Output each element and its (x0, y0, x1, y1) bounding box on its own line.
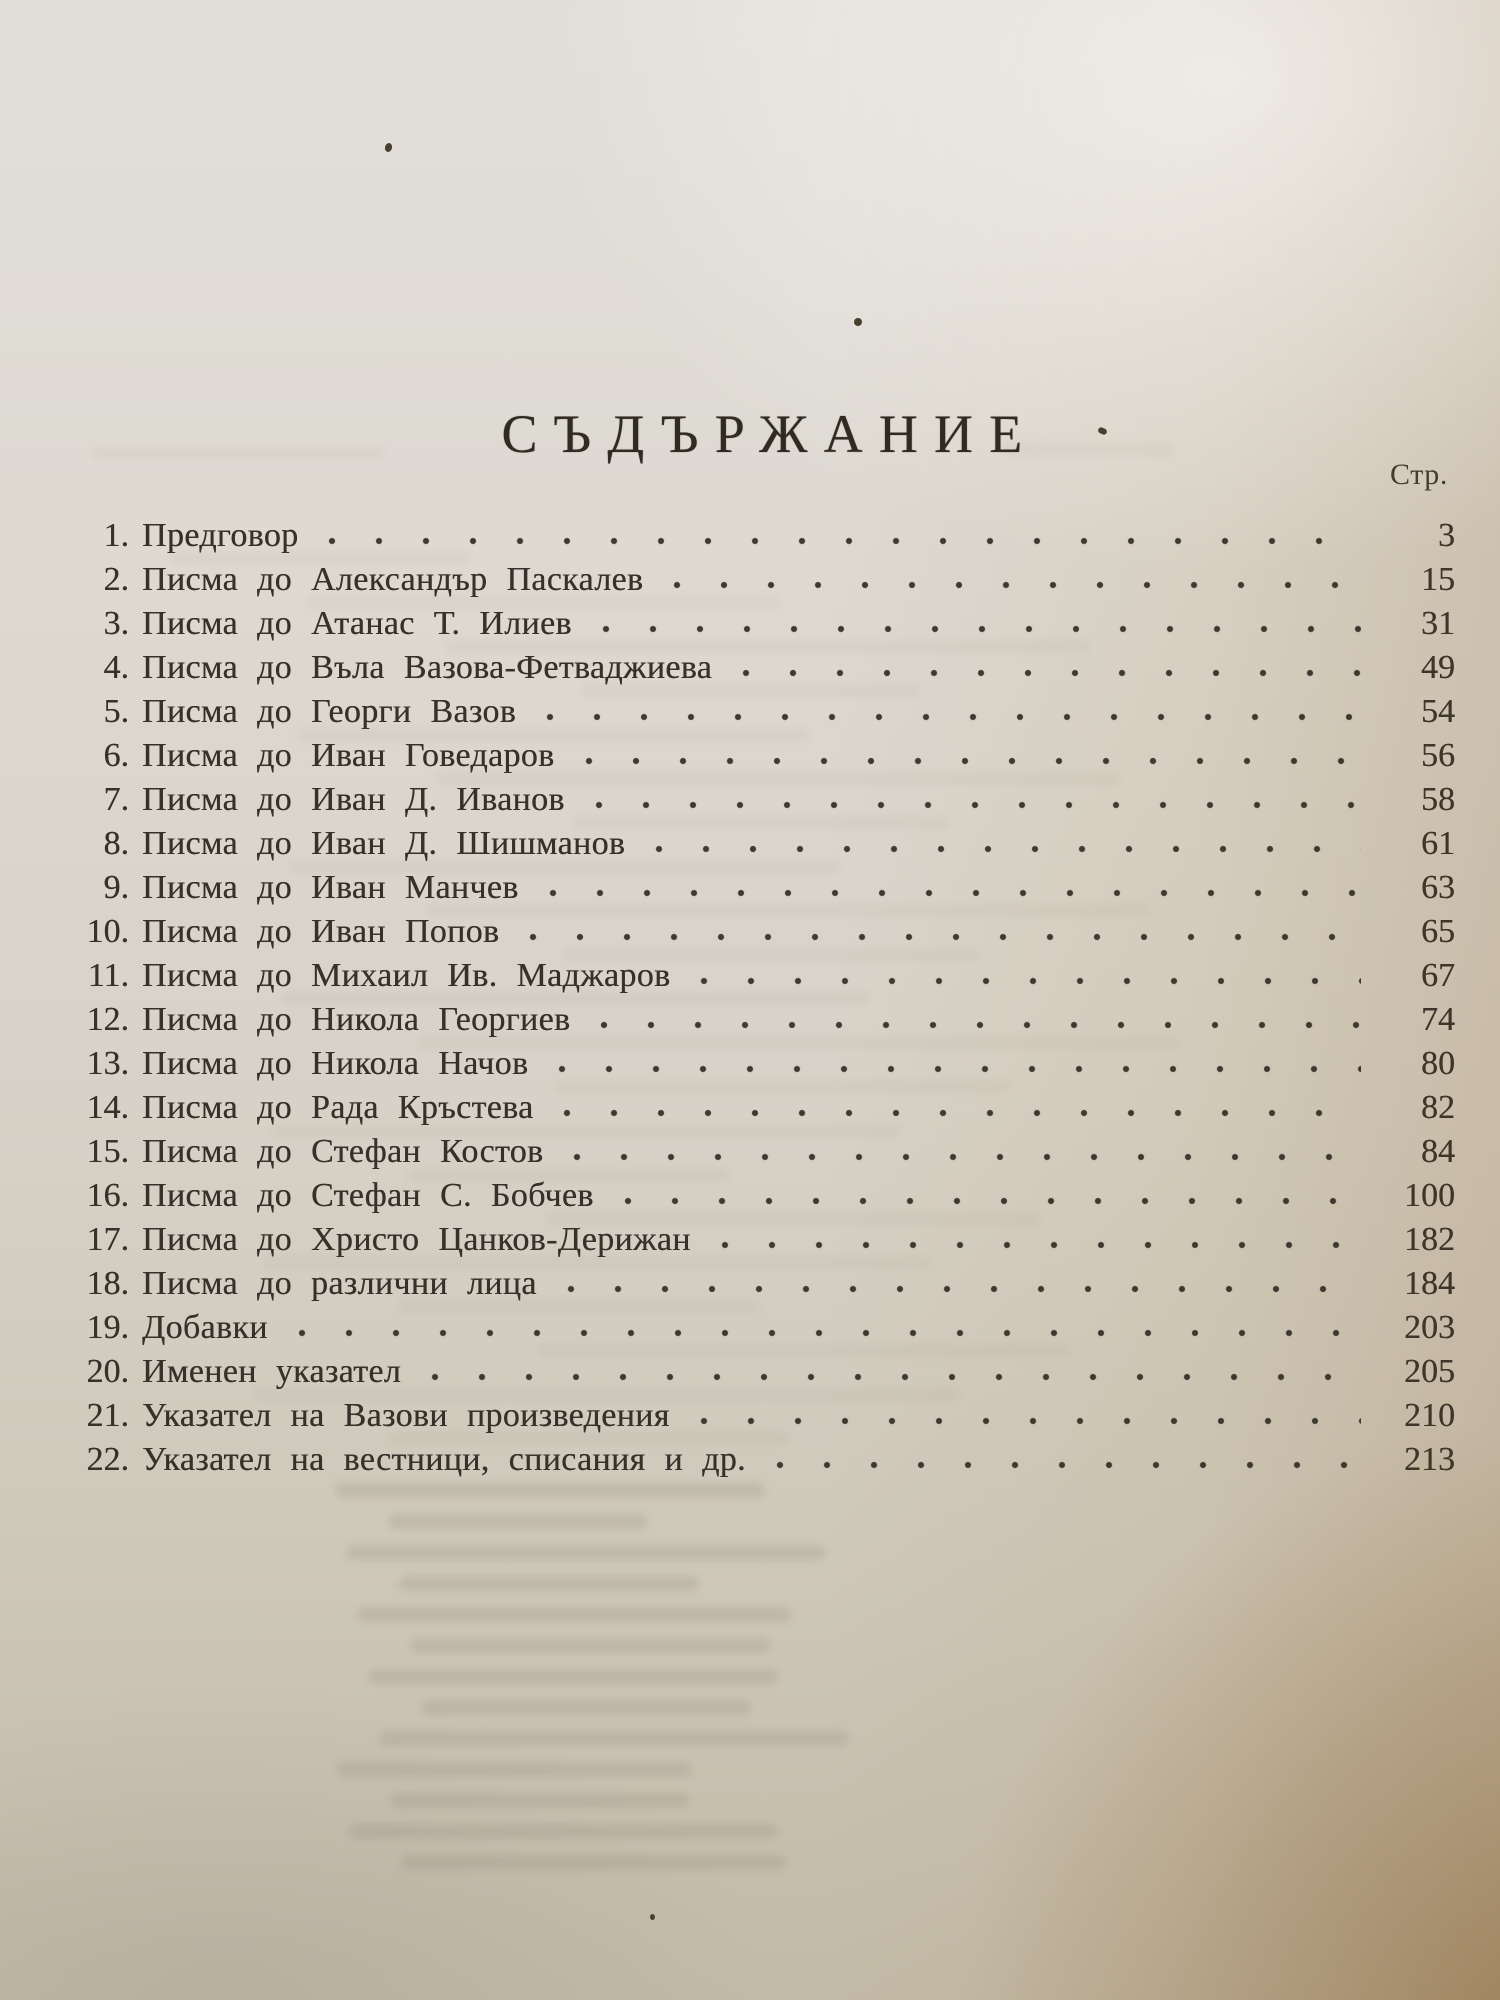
dot-leader (738, 663, 1361, 678)
toc-entry-page: 74 (1421, 1001, 1455, 1038)
toc-entry-page: 182 (1404, 1221, 1455, 1258)
toc-entry-page: 210 (1404, 1397, 1455, 1434)
bleedthrough-line (348, 1824, 778, 1839)
toc-entry-page: 63 (1421, 869, 1455, 906)
toc-entry-number: 11. (87, 957, 129, 994)
toc-entry-title: Писма до Михаил Ив. Маджаров (142, 957, 671, 994)
dot-leader (598, 619, 1361, 634)
toc-entry-number: 18. (86, 1265, 129, 1302)
toc-entry (64, 734, 1455, 778)
toc-entry (64, 954, 1455, 998)
dot-leader (717, 1235, 1361, 1250)
toc-entry (64, 1042, 1455, 1086)
toc-entry-title: Добавки (142, 1309, 268, 1346)
bleedthrough-line (335, 1483, 765, 1498)
dot-leader (591, 795, 1361, 810)
dot-leader (324, 531, 1361, 546)
toc-entry-page: 80 (1421, 1045, 1455, 1082)
dot-leader (669, 575, 1361, 590)
dot-leader (563, 1279, 1361, 1294)
bleedthrough-line (421, 1700, 751, 1715)
toc-entry-title: Писма до Рада Кръстева (142, 1089, 534, 1126)
toc-entry (64, 1086, 1455, 1130)
toc-entry (64, 1306, 1455, 1350)
paper-speck (384, 142, 393, 152)
toc-entry-number: 12. (86, 1001, 129, 1038)
bleedthrough-line (388, 1514, 648, 1529)
dot-leader (559, 1103, 1361, 1118)
toc-entry-number: 9. (103, 869, 129, 906)
toc-entry-page: 67 (1421, 957, 1455, 994)
toc-entry-number: 4. (103, 649, 129, 686)
toc-entry-title: Именен указател (142, 1353, 402, 1390)
toc-entry-title: Писма до Стефан С. Бобчев (142, 1177, 594, 1214)
toc-entry-number: 17. (86, 1221, 129, 1258)
dot-leader (545, 883, 1361, 898)
toc-entry-title: Предговор (142, 517, 299, 554)
toc-entry-number: 10. (86, 913, 129, 950)
toc-entry (64, 1218, 1455, 1262)
dot-leader (554, 1059, 1361, 1074)
paper-speck (854, 318, 862, 326)
toc-entry-number: 19. (86, 1309, 129, 1346)
toc-entry (64, 1174, 1455, 1218)
dot-leader (542, 707, 1361, 722)
paper-speck (650, 1914, 655, 1920)
toc-entry-title: Писма до Христо Цанков-Дерижан (142, 1221, 691, 1258)
toc-entry-title: Писма до различни лица (142, 1265, 537, 1302)
toc-entry-title: Писма до Александър Паскалев (142, 561, 644, 598)
toc-entry (64, 558, 1455, 602)
page-title: СЪДЪРЖАНИЕ (501, 404, 1039, 464)
toc-entry (64, 866, 1455, 910)
toc-entry-number: 15. (86, 1133, 129, 1170)
toc-entry-number: 8. (103, 825, 129, 862)
bleedthrough-line (357, 1607, 792, 1622)
toc-list (64, 514, 1455, 1482)
bleedthrough-line (390, 1793, 690, 1808)
bleedthrough-line (379, 1731, 849, 1746)
toc-entry-title: Писма до Никола Начов (142, 1045, 529, 1082)
toc-entry (64, 514, 1455, 558)
dot-leader (696, 971, 1361, 986)
toc-entry-number: 13. (86, 1045, 129, 1082)
bleedthrough-line (346, 1545, 826, 1560)
toc-entry-title: Писма до Стефан Костов (142, 1133, 544, 1170)
dot-leader (596, 1015, 1361, 1030)
dot-leader (772, 1455, 1361, 1470)
toc-entry-title: Писма до Иван Д. Шишманов (142, 825, 626, 862)
toc-entry-title: Указател на Вазови произведения (142, 1397, 670, 1434)
toc-entry-page: 184 (1404, 1265, 1455, 1302)
toc-entry-page: 205 (1404, 1353, 1455, 1390)
toc-entry-title: Писма до Иван Манчев (142, 869, 519, 906)
toc-entry (64, 998, 1455, 1042)
toc-entry-number: 14. (86, 1089, 129, 1126)
toc-entry-number: 5. (103, 693, 129, 730)
toc-entry-number: 3. (103, 605, 129, 642)
toc-entry-number: 6. (103, 737, 129, 774)
toc-entry-page: 49 (1421, 649, 1455, 686)
page-column-header: Стр. (1390, 458, 1448, 491)
bleedthrough-line (337, 1762, 692, 1777)
dot-leader (294, 1323, 1361, 1338)
dot-leader (569, 1147, 1361, 1162)
toc-entry (64, 910, 1455, 954)
toc-entry (64, 822, 1455, 866)
toc-entry-title: Писма до Иван Попов (142, 913, 500, 950)
toc-entry-title: Писма до Георги Вазов (142, 693, 517, 730)
bleedthrough-line (401, 1855, 786, 1870)
toc-entry-title: Писма до Атанас Т. Илиев (142, 605, 572, 642)
toc-entry-page: 203 (1404, 1309, 1455, 1346)
toc-entry-title: Писма до Никола Георгиев (142, 1001, 571, 1038)
toc-entry-number: 22. (86, 1441, 129, 1478)
bleedthrough-line (399, 1576, 699, 1591)
toc-entry-page: 100 (1404, 1177, 1455, 1214)
dot-leader (525, 927, 1361, 942)
toc-entry-page: 61 (1421, 825, 1455, 862)
dot-leader (427, 1367, 1361, 1382)
toc-entry-page: 15 (1421, 561, 1455, 598)
toc-entry-number: 16. (86, 1177, 129, 1214)
toc-entry-page: 84 (1421, 1133, 1455, 1170)
toc-entry (64, 1262, 1455, 1306)
toc-entry-page: 213 (1404, 1441, 1455, 1478)
toc-entry (64, 1394, 1455, 1438)
dot-leader (696, 1411, 1361, 1426)
toc-entry-title: Писма до Иван Говедаров (142, 737, 555, 774)
toc-entry-title: Писма до Иван Д. Иванов (142, 781, 565, 818)
toc-entry-number: 21. (86, 1397, 129, 1434)
toc-entry-page: 54 (1421, 693, 1455, 730)
bleedthrough-line (410, 1638, 770, 1653)
toc-entry-number: 20. (86, 1353, 129, 1390)
toc-entry-page: 3 (1438, 517, 1455, 554)
toc-entry (64, 690, 1455, 734)
toc-entry-page: 31 (1421, 605, 1455, 642)
dot-leader (620, 1191, 1361, 1206)
toc-entry-number: 7. (103, 781, 129, 818)
toc-entry-number: 2. (103, 561, 129, 598)
dot-leader (651, 839, 1361, 854)
toc-entry-number: 1. (103, 517, 129, 554)
toc-entry-page: 65 (1421, 913, 1455, 950)
toc-entry (64, 602, 1455, 646)
toc-entry (64, 1350, 1455, 1394)
toc-entry-title: Указател на вестници, списания и др. (142, 1441, 746, 1478)
toc-entry-page: 82 (1421, 1089, 1455, 1126)
toc-entry-page: 58 (1421, 781, 1455, 818)
toc-entry (64, 778, 1455, 822)
dot-leader (581, 751, 1362, 766)
toc-entry-title: Писма до Въла Вазова-Фетваджиева (142, 649, 713, 686)
toc-entry (64, 1130, 1455, 1174)
toc-entry-page: 56 (1421, 737, 1455, 774)
toc-entry (64, 646, 1455, 690)
toc-entry (64, 1438, 1455, 1482)
bleedthrough-line (368, 1669, 778, 1684)
